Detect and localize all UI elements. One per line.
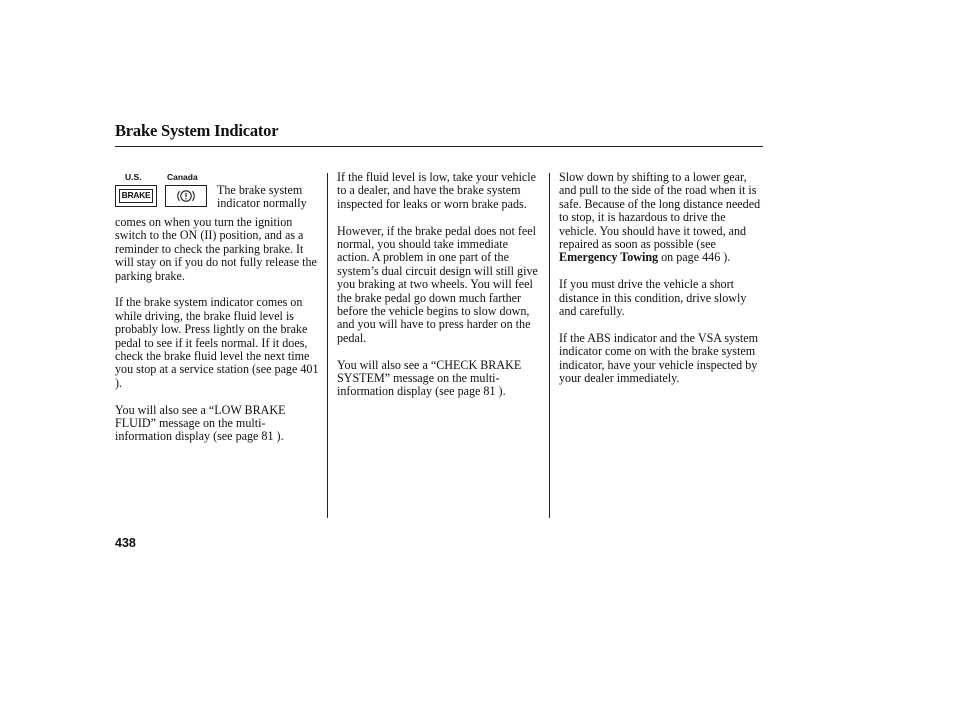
emergency-towing-reference: Emergency Towing (559, 250, 659, 265)
paragraph: If the fluid level is low, take your vehicle to a dealer, and have the brake system inspected for leaks or worn brake pads. (337, 170, 537, 211)
brake-lamp-text: BRAKE (119, 189, 153, 203)
page-title: Brake System Indicator (115, 121, 279, 140)
us-label: U.S. (125, 172, 142, 182)
column-divider (549, 173, 550, 518)
paragraph: You will also see a “LOW BRAKE FLUID” message on the multi-information display (see page 81 ). (115, 402, 286, 444)
paragraph (559, 171, 765, 265)
text-run: Slow down by shifting to a lower gear, and pull to the side of the road when it is safe. Because of the long distance needed to stop, it is hazardous to drive the vehicle. You should have it towed, and repaired as soon as possible (see (559, 170, 761, 252)
paragraph: If the ABS indicator and the VSA system indicator come on with the brake system indicator, have your vehicle inspected by your dealer immediately. (559, 330, 758, 386)
paragraph-lead: The brake system indicator normally (217, 183, 307, 211)
paragraph: You will also see a “CHECK BRAKE SYSTEM” message on the multi-information display (see page 81 ). (337, 357, 522, 399)
column-3 (559, 171, 765, 399)
heading-rule (115, 146, 763, 147)
paragraph: If the brake system indicator comes on while driving, the brake fluid level is probably low. Press lightly on the brake pedal to see if it feels normal. If it does, check the brake fluid level the next time you stop at a service station (see page 401 ). (115, 295, 319, 390)
column-2 (337, 171, 542, 412)
brake-warning-icon (165, 185, 207, 207)
page-number: 438 (115, 536, 136, 550)
paragraph: comes on when you turn the ignition switch to the ON (II) position, and as a reminder to check the parking brake. It will stay on if you do not fully release the parking brake. (115, 215, 317, 283)
indicator-icons (115, 171, 322, 216)
paragraph: If you must drive the vehicle a short distance in this condition, drive slowly and carefully. (559, 277, 747, 319)
text-run: on page 446 ). (658, 250, 731, 265)
column-1 (115, 171, 322, 457)
canada-label: Canada (167, 172, 198, 182)
paragraph: However, if the brake pedal does not feel normal, you should take immediate action. A problem in one part of the system’s dual circuit design will still give you braking at two wheels. You will feel the brake pedal go down much farther before the vehicle begins to slow down, and you will have to press harder on the pedal. (337, 223, 538, 345)
column-divider (327, 173, 328, 518)
brake-lamp-icon (115, 185, 157, 207)
